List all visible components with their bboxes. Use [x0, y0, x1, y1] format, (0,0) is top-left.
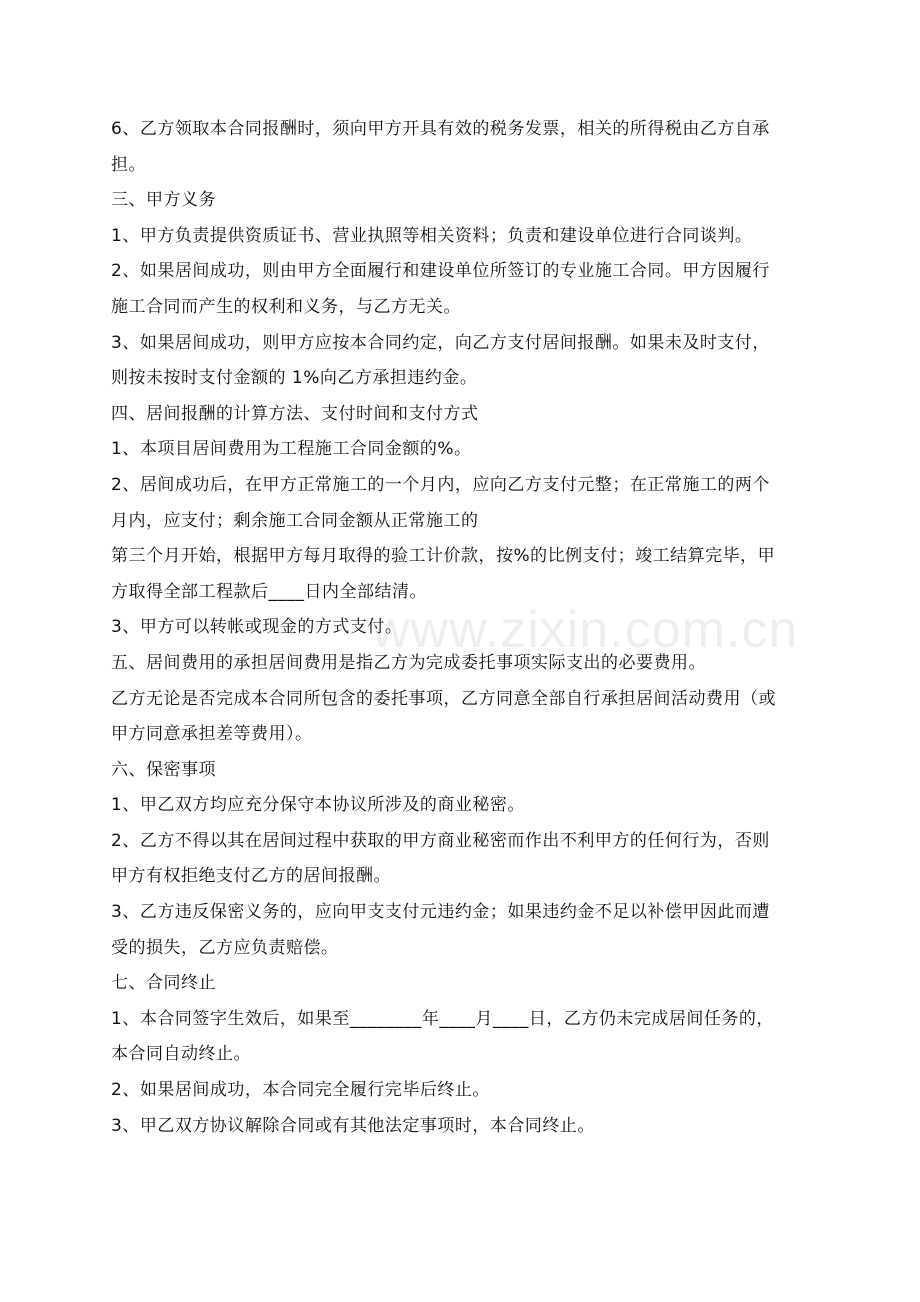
text-line: 1、本项目居间费用为工程施工合同金额的%。 — [111, 439, 472, 460]
text-line: 1、甲乙双方均应充分保守本协议所涉及的商业秘密。 — [111, 795, 525, 816]
section-heading: 七、合同终止 — [111, 973, 216, 994]
watermark: www.zixin.com.cn — [372, 601, 799, 659]
text-line: 本合同自动终止。 — [111, 1044, 251, 1065]
text-line: 1、本合同签字生效后，如果至________年____月____日，乙方仍未完成居间任务的， — [111, 1008, 774, 1029]
text-line: 2、乙方不得以其在居间过程中获取的甲方商业秘密而作出不利甲方的任何行为，否则 — [111, 830, 770, 851]
section-heading: 三、甲方义务 — [111, 190, 216, 211]
text-line: 担。 — [111, 154, 146, 175]
text-line: 3、如果居间成功，则甲方应按本合同约定，向乙方支付居间报酬。如果未及时支付， — [111, 332, 770, 353]
text-line: 甲方同意承担差等费用）。 — [111, 724, 313, 745]
text-line: 3、甲乙双方协议解除合同或有其他法定事项时，本合同终止。 — [111, 1115, 595, 1136]
text-line: 2、如果居间成功，本合同完全履行完毕后终止。 — [111, 1080, 490, 1101]
text-line: 甲方有权拒绝支付乙方的居间报酬。 — [111, 866, 391, 887]
section-heading: 四、居间报酬的计算方法、支付时间和支付方式 — [111, 403, 479, 424]
text-line: 3、乙方违反保密义务的，应向甲支支付元违约金；如果违约金不足以补偿甲因此而遭 — [111, 902, 770, 923]
text-line: 乙方无论是否完成本合同所包含的委托事项，乙方同意全部自行承担居间活动费用（或 — [111, 688, 776, 709]
text-line: 月内，应支付；剩余施工合同金额从正常施工的 — [111, 510, 479, 531]
text-line: 则按未按时支付金额的 1%向乙方承担违约金。 — [111, 368, 478, 389]
text-line: 2、居间成功后，在甲方正常施工的一个月内，应向乙方支付元整；在正常施工的两个 — [111, 474, 770, 495]
section-heading: 五、居间费用的承担居间费用是指乙方为完成委托事项实际支出的必要费用。 — [111, 652, 706, 673]
text-line: 第三个月开始，根据甲方每月取得的验工计价款，按%的比例支付；竣工结算完毕，甲 — [111, 546, 776, 567]
text-line: 2、如果居间成功，则由甲方全面履行和建设单位所签订的专业施工合同。甲方因履行 — [111, 261, 770, 282]
section-heading: 六、保密事项 — [111, 759, 216, 780]
text-line: 1、甲方负责提供资质证书、营业执照等相关资料；负责和建设单位进行合同谈判。 — [111, 225, 753, 246]
text-line: 6、乙方领取本合同报酬时，须向甲方开具有效的税务发票，相关的所得税由乙方自承 — [111, 119, 770, 139]
text-line: 受的损失，乙方应负责赔偿。 — [111, 937, 339, 958]
text-line: 施工合同而产生的权利和义务，与乙方无关。 — [111, 296, 461, 317]
text-line: 方取得全部工程款后____日内全部结清。 — [111, 581, 427, 602]
text-line: 3、甲方可以转帐或现金的方式支付。 — [111, 617, 403, 638]
